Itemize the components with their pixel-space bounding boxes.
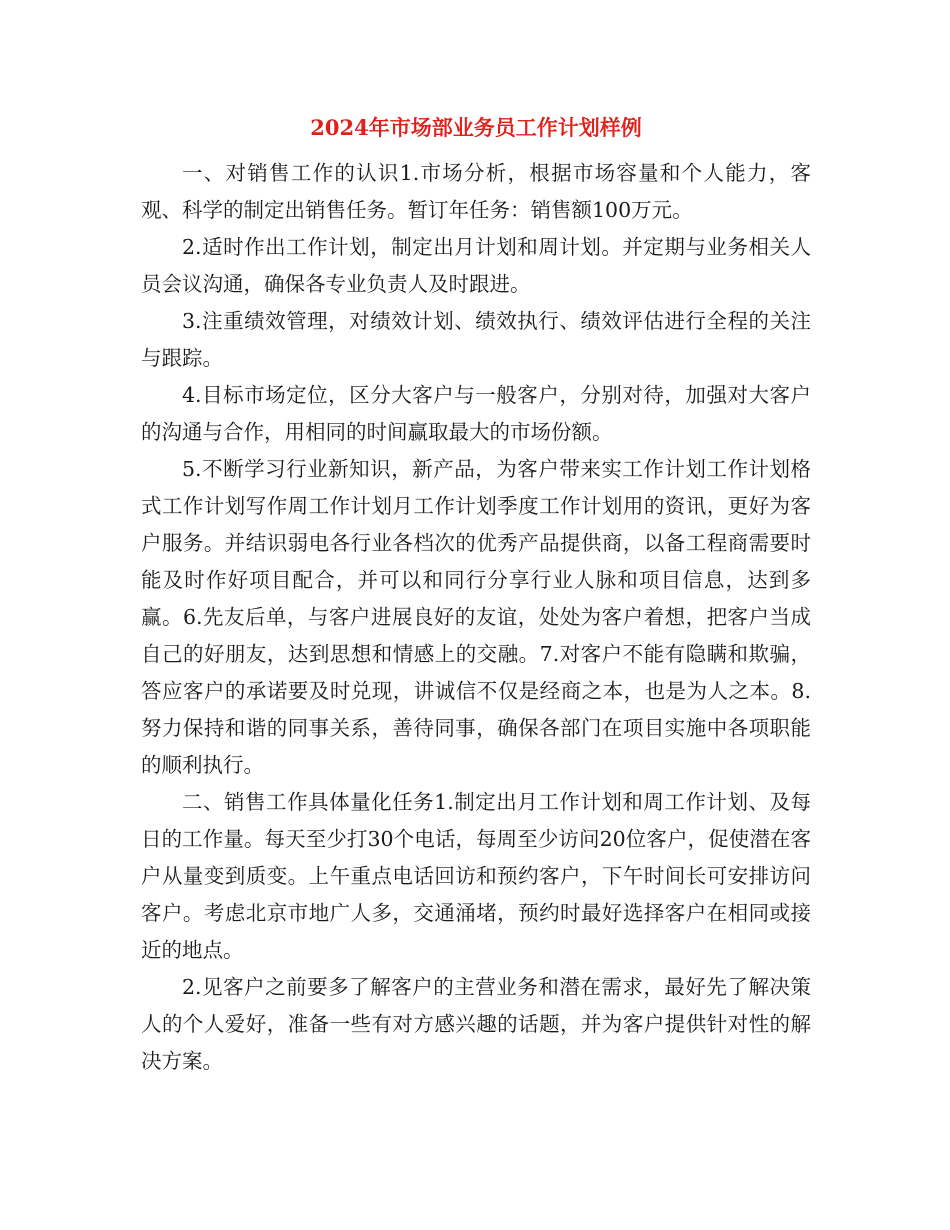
paragraph-1: 一、对销售工作的认识1.市场分析，根据市场容量和个人能力，客观、科学的制定出销售任务。暂订年任务：销售额100万元。 [141, 161, 811, 222]
paragraph-7: 2.见客户之前要多了解客户的主营业务和潜在需求，最好先了解决策人的个人爱好，准备一些有对方感兴趣的话题，并为客户提供针对性的解决方案。 [141, 975, 811, 1073]
paragraph-5: 5.不断学习行业新知识，新产品，为客户带来实工作计划工作计划格式工作计划写作周工作计划月工作计划季度工作计划用的资讯，更好为客户服务。并结识弱电各行业各档次的优秀产品提供商，以备工程商需要时能及时作好项目配合，并可以和同行分享行业人脉和项目信息，达到多赢。6.先友后单，与客户进展良好的友谊，处处为客户着想，把客户当成自己的好朋友，达到思想和情感上的交融。7.对客户不能有隐瞒和欺骗，答应客户的承诺要及时兑现，讲诚信不仅是经商之本，也是为人之本。8.努力保持和谐的同事关系，善待同事，确保各部门在项目实施中各项职能的顺利执行。 [141, 457, 811, 777]
document-title: 2024年市场部业务员工作计划样例 [310, 115, 642, 140]
paragraph-2: 2.适时作出工作计划，制定出月计划和周计划。并定期与业务相关人员会议沟通，确保各专业负责人及时跟进。 [141, 235, 811, 296]
paragraph-6: 二、销售工作具体量化任务1.制定出月工作计划和周工作计划、及每日的工作量。每天至少打30个电话，每周至少访问20位客户，促使潜在客户从量变到质变。上午重点电话回访和预约客户，下午时间长可安排访问客户。考虑北京市地广人多，交通涌堵，预约时最好选择客户在相同或接近的地点。 [141, 790, 811, 962]
paragraph-3: 3.注重绩效管理，对绩效计划、绩效执行、绩效评估进行全程的关注与跟踪。 [141, 309, 811, 370]
paragraph-4: 4.目标市场定位，区分大客户与一般客户，分别对待，加强对大客户的沟通与合作，用相同的时间赢取最大的市场份额。 [141, 383, 811, 444]
document-page [141, 110, 811, 1080]
